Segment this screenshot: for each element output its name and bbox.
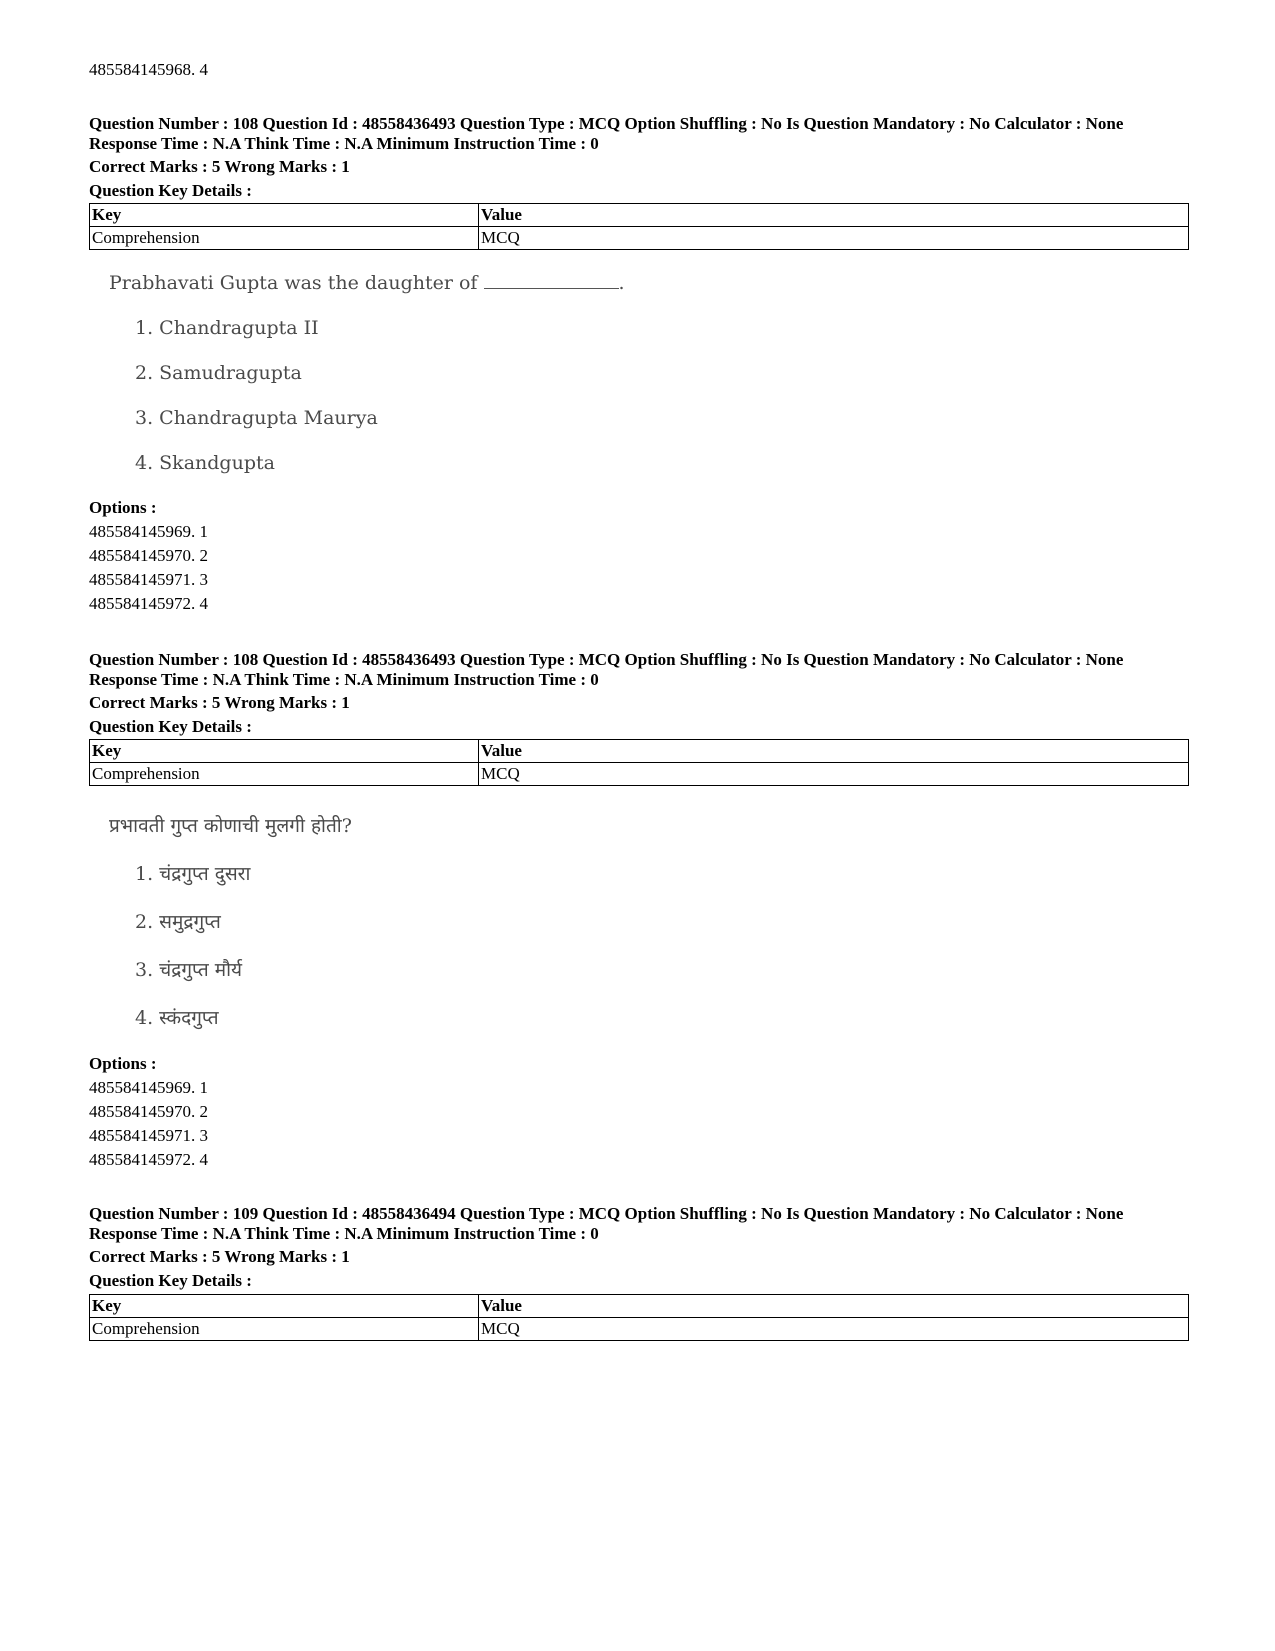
key-details-table — [89, 203, 1189, 250]
key-cell: Comprehension — [90, 1318, 479, 1341]
question-option: 3. Chandragupta Maurya — [135, 407, 378, 429]
key-cell: Comprehension — [90, 227, 479, 250]
prev-option-id: 485584145968. 4 — [89, 60, 208, 79]
value-header: Value — [479, 204, 1189, 227]
key-header: Key — [90, 204, 479, 227]
option-id: 485584145971. 3 — [89, 570, 208, 589]
answer-blank — [484, 272, 619, 289]
key-details-label: Question Key Details : — [89, 1271, 252, 1290]
option-id: 485584145970. 2 — [89, 546, 208, 565]
question-option: 1. Chandragupta II — [135, 317, 319, 339]
table-row — [90, 763, 1189, 786]
marks-line: Correct Marks : 5 Wrong Marks : 1 — [89, 693, 350, 712]
table-row — [90, 227, 1189, 250]
question-option: 3. चंद्रगुप्त मौर्य — [135, 959, 243, 981]
key-details-label: Question Key Details : — [89, 181, 252, 200]
option-id: 485584145971. 3 — [89, 1126, 208, 1145]
value-cell: MCQ — [479, 1318, 1189, 1341]
question-stem: प्रभावती गुप्त कोणाची मुलगी होती? — [109, 815, 352, 837]
question-option: 4. स्कंदगुप्त — [135, 1007, 219, 1029]
question-option: 4. Skandgupta — [135, 452, 275, 474]
key-cell: Comprehension — [90, 763, 479, 786]
key-details-table — [89, 739, 1189, 786]
question-meta: Question Number : 108 Question Id : 48558436493 Question Type : MCQ Option Shuffling : No Is Question Mandatory : No Calculator : None Response Time : N.A Think Time : N.A Minimum Instruction Time : 0 — [89, 650, 1124, 689]
marks-line: Correct Marks : 5 Wrong Marks : 1 — [89, 157, 350, 176]
value-header: Value — [479, 740, 1189, 763]
table-row — [90, 204, 1189, 227]
option-id: 485584145969. 1 — [89, 1078, 208, 1097]
question-meta: Question Number : 108 Question Id : 48558436493 Question Type : MCQ Option Shuffling : No Is Question Mandatory : No Calculator : None Response Time : N.A Think Time : N.A Minimum Instruction Time : 0 — [89, 114, 1124, 153]
table-row — [90, 1318, 1189, 1341]
question-option: 2. Samudragupta — [135, 362, 302, 384]
key-header: Key — [90, 1295, 479, 1318]
value-cell: MCQ — [479, 227, 1189, 250]
option-id: 485584145969. 1 — [89, 522, 208, 541]
key-details-label: Question Key Details : — [89, 717, 252, 736]
key-details-table — [89, 1294, 1189, 1341]
question-option: 1. चंद्रगुप्त दुसरा — [135, 863, 251, 885]
value-header: Value — [479, 1295, 1189, 1318]
table-row — [90, 740, 1189, 763]
value-cell: MCQ — [479, 763, 1189, 786]
question-meta: Question Number : 109 Question Id : 48558436494 Question Type : MCQ Option Shuffling : No Is Question Mandatory : No Calculator : None Response Time : N.A Think Time : N.A Minimum Instruction Time : 0 — [89, 1204, 1124, 1243]
options-label: Options : — [89, 498, 157, 517]
options-label: Options : — [89, 1054, 157, 1073]
option-id: 485584145970. 2 — [89, 1102, 208, 1121]
marks-line: Correct Marks : 5 Wrong Marks : 1 — [89, 1247, 350, 1266]
question-option: 2. समुद्रगुप्त — [135, 911, 221, 933]
key-header: Key — [90, 740, 479, 763]
question-stem: Prabhavati Gupta was the daughter of . — [109, 272, 625, 294]
option-id: 485584145972. 4 — [89, 594, 208, 613]
option-id: 485584145972. 4 — [89, 1150, 208, 1169]
table-row — [90, 1295, 1189, 1318]
